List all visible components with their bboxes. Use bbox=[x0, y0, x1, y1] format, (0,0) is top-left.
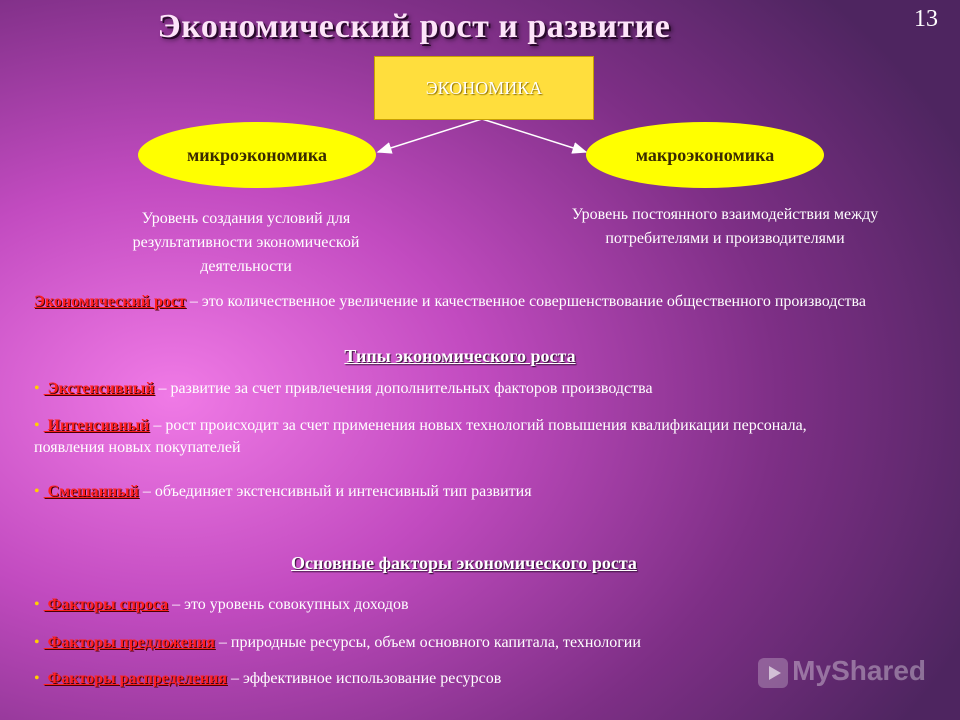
growth-factor-item bbox=[34, 594, 924, 616]
growth-type-term: Интенсивный bbox=[43, 417, 150, 434]
definition-paragraph bbox=[34, 291, 914, 313]
page-number: 13 bbox=[914, 6, 938, 32]
growth-type-text: – рост происходит за счет применения новых технологий повышения квалификации персонала, появления новых покупателей bbox=[34, 417, 807, 456]
growth-factor-text: – природные ресурсы, объем основного капитала, технологии bbox=[214, 634, 641, 651]
bullet-icon: • bbox=[34, 380, 40, 397]
growth-type-item bbox=[34, 415, 854, 459]
macro-node: макроэкономика bbox=[586, 122, 824, 188]
bullet-icon: • bbox=[34, 596, 40, 613]
economy-box: ЭКОНОМИКА bbox=[374, 56, 594, 120]
growth-type-item bbox=[34, 378, 924, 400]
bullet-icon: • bbox=[34, 670, 40, 687]
play-icon bbox=[758, 658, 788, 688]
growth-type-text: – развитие за счет привлечения дополнительных факторов производства bbox=[154, 380, 653, 397]
growth-factor-term: Факторы спроса bbox=[43, 596, 169, 613]
bullet-icon: • bbox=[34, 417, 40, 434]
macro-description: Уровень постоянного взаимодействия между потребителями и производителями bbox=[571, 206, 879, 247]
growth-factor-term: Факторы предложения bbox=[43, 634, 215, 651]
growth-type-text: – объединяет экстенсивный и интенсивный тип развития bbox=[138, 483, 532, 500]
growth-type-term: Экстенсивный bbox=[43, 380, 155, 397]
watermark bbox=[758, 655, 926, 688]
watermark-text: MyShared bbox=[792, 655, 926, 686]
micro-description: Уровень создания условий для результативности экономической деятельности bbox=[132, 210, 360, 275]
definition-text: – это количественное увеличение и качественное совершенствование общественного производства bbox=[185, 293, 866, 310]
bullet-icon: • bbox=[34, 483, 40, 500]
arrow-to-macro bbox=[482, 119, 586, 152]
growth-factors-heading: Основные факторы экономического роста bbox=[291, 553, 637, 573]
growth-factor-term: Факторы распределения bbox=[43, 670, 227, 687]
arrow-to-micro bbox=[378, 119, 482, 152]
growth-types-heading: Типы экономического роста bbox=[344, 346, 576, 366]
growth-factor-text: – это уровень совокупных доходов bbox=[168, 596, 409, 613]
growth-type-term: Смешанный bbox=[43, 483, 139, 500]
growth-factor-text: – эффективное использование ресурсов bbox=[226, 670, 502, 687]
slide-title: Экономический рост и развитие bbox=[157, 8, 671, 45]
growth-factor-item bbox=[34, 632, 924, 654]
definition-term: Экономический рост bbox=[34, 293, 186, 310]
growth-type-item bbox=[34, 481, 924, 503]
bullet-icon: • bbox=[34, 634, 40, 651]
micro-node: микроэкономика bbox=[138, 122, 376, 188]
